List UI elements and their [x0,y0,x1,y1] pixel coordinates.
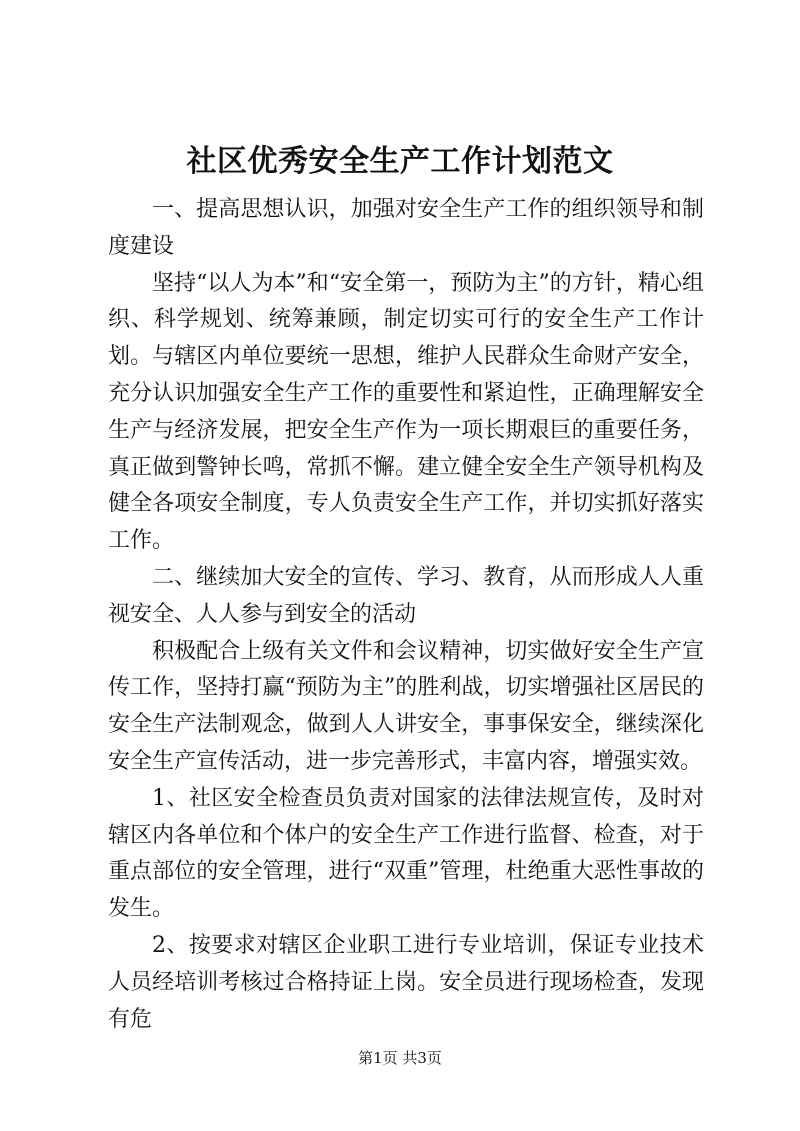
section-heading-1: 一、提高思想认识，加强对安全生产工作的组织领导和制度建设 [108,197,704,259]
paragraph-2: 积极配合上级有关文件和会议精神，切实做好安全生产宣传工作，坚持打赢“预防为主”的胜利战，切实增强社区居民的安全生产法制观念，做到人人讲安全，事事保安全，继续深化安全生产宣传活动，进一步完善形式，丰富内容，增强实效。 [108,638,704,774]
document-body [108,192,704,1038]
document-title: 社区优秀安全生产工作计划范文 [186,144,614,179]
page-footer: 第1页 共3页 [358,1049,442,1067]
paragraph-1: 坚持“以人为本”和“安全第一，预防为主”的方针，精心组织、科学规划、统筹兼顾，制定切实可行的安全生产工作计划。与辖区内单位要统一思想，维护人民群众生命财产安全，充分认识加强安全生产工作的重要性和紧迫性，正确理解安全生产与经济发展，把安全生产作为一项长期艰巨的重要任务，真正做到警钟长鸣，常抓不懈。建立健全安全生产领导机构及健全各项安全制度，专人负责安全生产工作，并切实抓好落实工作。 [108,270,704,554]
list-item-2: 2、按要求对辖区企业职工进行专业培训，保证专业技术人员经培训考核过合格持证上岗。安全员进行现场检查，发现有危 [108,932,704,1032]
list-item-1: 1、社区安全检查员负责对国家的法律法规宣传，及时对辖区内各单位和个体户的安全生产工作进行监督、检查，对于重点部位的安全管理，进行“双重”管理，杜绝重大恶性事故的发生。 [108,785,704,922]
section-heading-2: 二、继续加大安全的宣传、学习、教育，从而形成人人重视安全、人人参与到安全的活动 [108,564,704,627]
